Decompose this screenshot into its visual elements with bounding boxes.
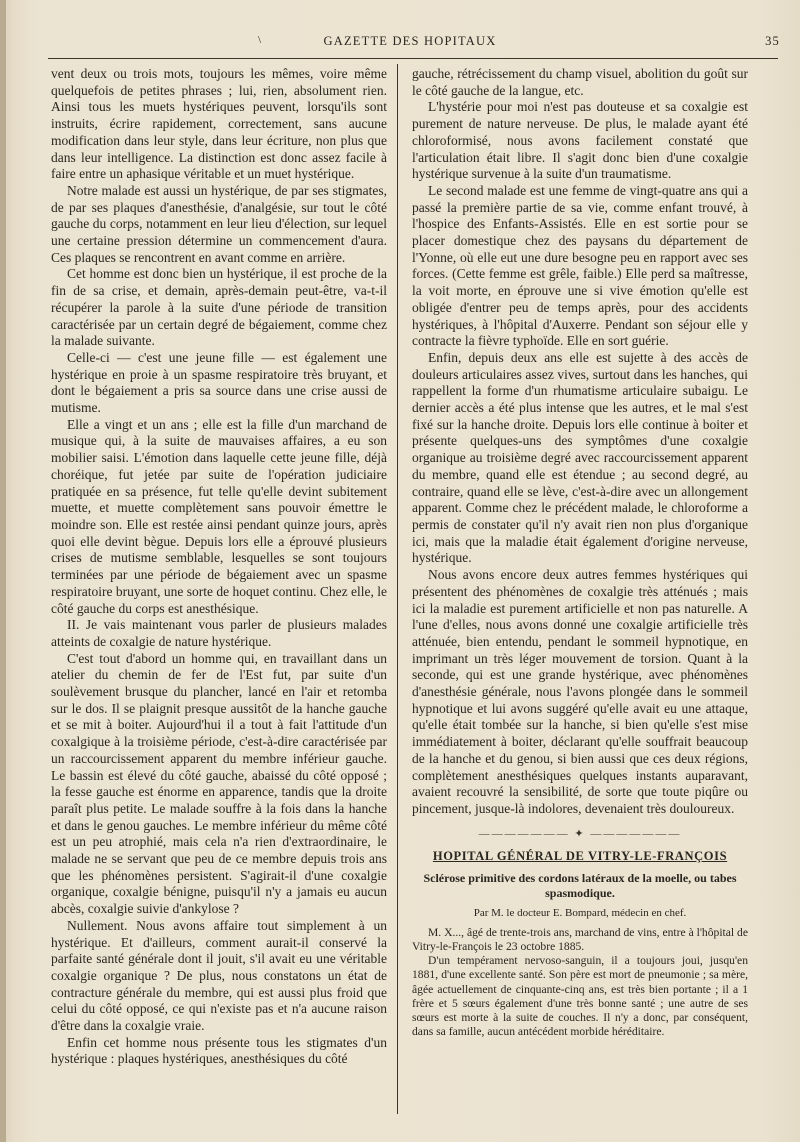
right-column [412, 66, 748, 1039]
paragraph: C'est tout d'abord un homme qui, en travaillant dans un atelier du chemin de fer de l'Est fut, par suite d'un soulèvement brusque du plancher, lancé en l'air et retomba sur le dos. Il se plaignit presque aussitôt de la hanche gauche et se mit à boiter. Aujourd'hui il a tout à fait l'attitude d'un coxalgique à la troisième période, c'est-à-dire caractérisée par un raccourcissement apparent du membre inférieur gauche. Le bassin est élevé du côté gauche, abaissé du côté opposé ; la fesse gauche est énorme en apparence, tandis que la droite paraît plus petite. Le malade souffre à la fois dans la hanche et dans le genou gauches. Le membre inférieur du même côté est un peu atrophié, mais cela n'a rien d'extraordinaire, le malade ne se servant que peu de ce membre depuis trois ans que les phénomènes persistent. S'agirait-il d'une coxalgie organique, coxalgie bénigne, puisqu'il n'y a jamais eu aucun abcès, coxalgie suivie d'ankylose ? [51, 650, 387, 917]
newspaper-title: GAZETTE DES HOPITAUX [323, 34, 497, 48]
left-column [51, 66, 387, 1068]
paragraph: Celle-ci — c'est une jeune fille — est également une hystérique en proie à un spasme respiratoire très bruyant, et dont le bégaiement a pris sa source dans une crise aussi de mutisme. [51, 349, 387, 416]
paragraph: Nous avons encore deux autres femmes hystériques qui présentent des phénomènes de coxalgie très atténués ; mais ici la maladie est purement artificielle et non pas naturelle. A l'une d'elles, nous avons donné une coxalgie artificielle très atténuée, bien entendu, pendant le sommeil hypnotique, en imprimant un très léger mouvement de torsion. Quant à la seconde, qui est une grande hystérique, avec phénomènes d'anesthésie générale, nous l'avons plongée dans le sommeil hypnotique et lui avons suggéré qu'elle avait eu une attaque, qu'elle était tombée sur la hanche, si bien qu'elle s'est mise immédiatement à boiter, déclarant qu'elle souffrait beaucoup de la hanche et du genou, si bien aussi que ces deux régions, complètement anesthésiques quelques instants auparavant, avaient recouvré la sensibilité, de sorte que toute piqûre ou pincement, jusque-là indolores, devenaient très douloureux. [412, 567, 748, 816]
header-rule [48, 58, 778, 59]
paragraph: L'hystérie pour moi n'est pas douteuse et sa coxalgie est purement de nature nerveuse. De plus, le malade ayant été chloroformisé, nous avons facilement constaté que l'articulation était libre. Il s'agit donc bien d'une coxalgie hystérique survenue à la suite d'un traumatisme. [412, 99, 748, 182]
article-title: Sclérose primitive des cordons latéraux de la moelle, ou tabes spasmodique. [423, 871, 737, 901]
paragraph: Enfin cet homme nous présente tous les stigmates d'un hystérique : plaques hystériques, anesthésiques du côté [51, 1034, 387, 1067]
hospital-title: HOPITAL GÉNÉRAL DE VITRY-LE-FRANÇOIS [432, 849, 728, 864]
article-byline: Par M. le docteur E. Bompard, médecin en chef. [473, 907, 687, 920]
paragraph: D'un tempérament nervoso-sanguin, il a toujours joui, jusqu'en 1881, d'une excellente santé. Son père est mort de pneumonie ; sa mère, âgée actuellement de cinquante-cinq ans, est très bien portante ; il a 1 frère et 5 sœurs également d'une très bonne santé ; une autre de ses sœurs est morte à la suite de couches. Il n'y a donc, par conséquent, dans sa famille, aucun antécédent morbide héréditaire. [412, 954, 748, 1039]
article-body [412, 926, 748, 1040]
paragraph: gauche, rétrécissement du champ visuel, abolition du goût sur le côté gauche de la langue, etc. [412, 66, 748, 98]
section-ornament: ——————— ✦ ——————— [478, 827, 682, 840]
paragraph: Le second malade est une femme de vingt-quatre ans qui a passé la première partie de sa vie, comme enfant trouvé, à l'hospice des Enfants-Assistés. Elle en est sortie pour se placer domestique chez des paysans du département de l'Yonne, où elle eut une dure besogne peu en rapport avec ses forces. (Cette femme est grêle, faible.) Elle perd sa maîtresse, la voit morte, en éprouve une si vive émotion qu'elle est obligée d'entrer peu de temps après, pour des accidents hystériques, à l'hôpital d'Auxerre. Pendant son séjour elle y contracte la fièvre typhoïde. Elle en sort guérie. [412, 182, 748, 349]
paragraph: vent deux ou trois mots, toujours les mêmes, voire même quelquefois de petites phrases ; lui, rien, absolument rien. Ainsi tous les muets hystériques peuvent, lorsqu'ils sont instruits, écrire rapidement, correctement, sans aucune modification dans leur style, dans leur écriture, non plus que dans leur intelligence. La distinction est donc assez facile à faire entre un aphasique véritable et un muet hystérique. [51, 66, 387, 182]
header-mark: \ [258, 34, 263, 46]
column-divider [397, 64, 398, 1114]
page-binding-edge [0, 0, 6, 1142]
paragraph: II. Je vais maintenant vous parler de plusieurs malades atteints de coxalgie de nature hystérique. [51, 617, 387, 649]
paragraph: Enfin, depuis deux ans elle est sujette à des accès de douleurs articulaires assez vives, surtout dans les hanches, qui rappellent la forme d'un rhumatisme articulaire subaigu. Le dernier accès a été plus intense que les autres, et le mal s'est fixé sur la hanche droite. Depuis lors elle continue à boiter et présente quelques-uns des symptômes d'une coxalgie organique au troisième degré avec raccourcissement apparent du membre, quand elle est étendue ; au second degré, au contraire, quand elle se lève, c'est-à-dire avec un allongement apparent. Comme chez le précédent malade, le chloroforme a permis de constater qu'il n'y avait rien non plus d'organique ici, mais que la maladie était également d'origine nerveuse, hystérique. [412, 349, 748, 566]
paragraph: Notre malade est aussi un hystérique, de par ses stigmates, de par ses plaques d'anesthésie, d'analgésie, sur tout le côté gauche du corps, notamment en leur lieu d'élection, sur lequel une certaine pression détermine un commencement d'aura. Ces plaques se rencontrent en avant comme en arrière. [51, 182, 387, 265]
page-header [40, 34, 780, 54]
paragraph: Elle a vingt et un ans ; elle est la fille d'un marchand de musique qui, à la suite de mauvaises affaires, a eu son mobilier saisi. L'émotion dans laquelle cette jeune fille, déjà choréique, fut jetée par suite de l'opération judiciaire pratiquée en sa présence, fut telle qu'elle devint subitement muette, et muette complètement sans pouvoir émettre le moindre son. Elle est restée ainsi pendant quinze jours, après quoi elle devint bègue. Depuis lors elle a éprouvé plusieurs crises de mutisme semblable, lesquelles se sont toujours terminées par une période de bégaiement avec un spasme respiratoire bruyant, une sorte de hoquet continu. Chez elle, le côté gauche du corps est anesthésique. [51, 416, 387, 616]
page-number: 35 [765, 34, 780, 48]
paragraph: Nullement. Nous avons affaire tout simplement à un hystérique. Et d'ailleurs, comment aurait-il conservé la parfaite santé générale dont il jouit, s'il avait eu une véritable coxalgie organique ? De plus, nous constatons un état de contracture générale du membre, qui est aussi plus froid que celui du côté opposé, ce qui n'existe pas et n'a aucune raison d'être dans la coxalgie vraie. [51, 917, 387, 1034]
paragraph: M. X..., âgé de trente-trois ans, marchand de vins, entre à l'hôpital de Vitry-le-François le 23 octobre 1885. [412, 925, 748, 953]
paragraph: Cet homme est donc bien un hystérique, il est proche de la fin de sa crise, et demain, après-demain peut-être, va-t-il récupérer la parole à la suite d'une période de transition caractérisée par un certain degré de bégaiement, comme chez la malade suivante. [51, 266, 387, 349]
